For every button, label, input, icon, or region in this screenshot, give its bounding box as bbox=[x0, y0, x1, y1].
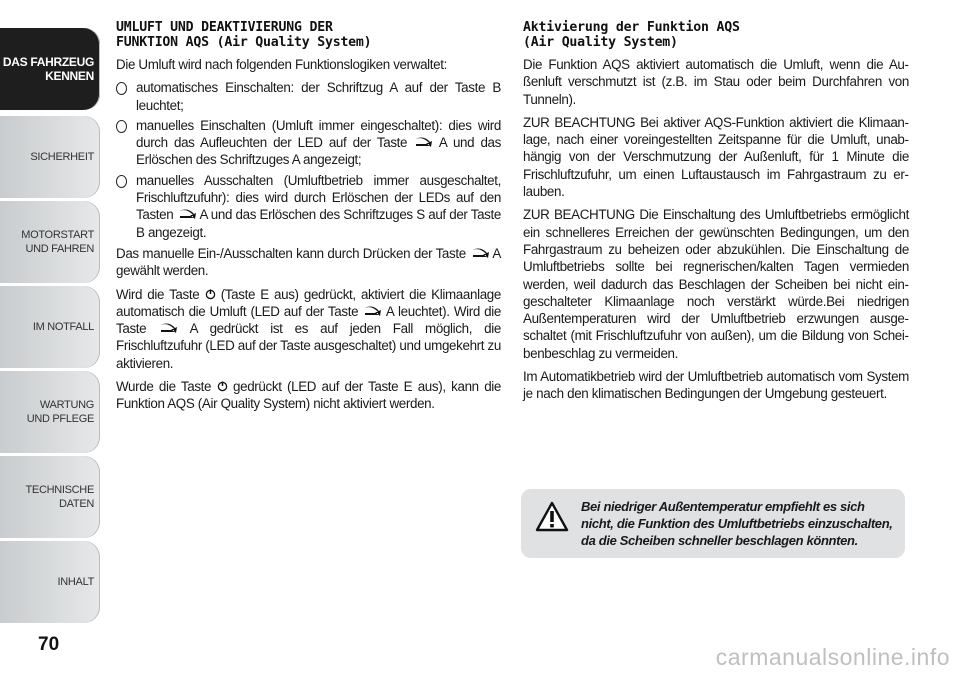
paragraph bbox=[116, 245, 501, 280]
section-heading-umluft bbox=[116, 20, 501, 50]
bullet-circle-icon bbox=[116, 120, 127, 133]
text-span: Wird die Taste bbox=[116, 286, 200, 302]
warning-triangle-icon bbox=[535, 501, 569, 533]
tab-inhalt[interactable] bbox=[0, 541, 100, 623]
power-icon bbox=[217, 380, 228, 392]
heading-line: FUNKTION AQS (Air Quality System) bbox=[116, 35, 372, 50]
heading-line: UMLUFT UND DEAKTIVIERUNG DER bbox=[116, 20, 333, 35]
tab-motorstart-und-fahren[interactable] bbox=[0, 201, 100, 283]
right-column bbox=[523, 20, 909, 409]
section-heading-aqs bbox=[523, 20, 909, 50]
recirculation-icon bbox=[177, 209, 197, 220]
text-span: Das manuelle Ein-/Ausschalten kann durch Drücken der Taste bbox=[116, 245, 466, 261]
tab-im-notfall[interactable] bbox=[0, 286, 100, 368]
tab-das-fahrzeug-kennen[interactable] bbox=[0, 28, 100, 110]
tab-label: INHALT bbox=[57, 576, 94, 588]
list-item-text: automatisches Einschalten: der Schriftzug A auf der Taste B leuchtet; bbox=[136, 80, 501, 113]
watermark: carmanualsonline.info bbox=[715, 644, 950, 670]
paragraph bbox=[116, 378, 501, 413]
recirculation-icon bbox=[413, 137, 433, 148]
tab-label: WARTUNG UND PFLEGE bbox=[26, 399, 94, 425]
recirculation-icon bbox=[470, 248, 490, 259]
paragraph: ZUR BEACHTUNG Bei aktiver AQS-Funktion aktiviert die Klimaanlage, nach einer voreingestellten Zeitspanne für die Umluft, unabhängig von der Verschmutzung der Außenluft, für 1 Minute die Frischluftzufuhr, um einen Luftaustausch im Fahrgastraum zu erlauben. bbox=[523, 114, 909, 200]
list-item-text: manuelles Einschalten (Umluft immer eingeschaltet): dies wird durch das Aufleuchten der LED auf der Taste bbox=[136, 117, 501, 151]
page-number: 70 bbox=[38, 634, 60, 655]
tab-label: IM NOTFALL bbox=[32, 321, 94, 333]
list-item bbox=[116, 117, 501, 169]
warning-text: Bei niedriger Außentemperatur empfiehlt es sich nicht, die Funktion des Umluftbetriebs einzuschalten, da die Scheiben schneller beschlagen könnten. bbox=[581, 499, 893, 548]
text-span: (Taste E aus) gedrückt, aktiviert die Klimaanlage automatisch die Umluft (LED auf der Taste bbox=[116, 286, 501, 319]
tab-label: MOTORSTART UND FAHREN bbox=[21, 229, 94, 255]
paragraph bbox=[116, 286, 501, 372]
paragraph: Die Umluft wird nach folgenden Funktionslogiken verwaltet: bbox=[116, 57, 448, 72]
tab-wartung-und-pflege[interactable] bbox=[0, 371, 100, 453]
tab-label: TECHNISCHE DATEN bbox=[25, 484, 94, 510]
heading-line: Aktivierung der Funktion AQS bbox=[523, 20, 740, 35]
tab-label: DAS FAHRZEUG KENNEN bbox=[2, 55, 94, 83]
bullet-list bbox=[116, 79, 501, 241]
tab-sicherheit[interactable] bbox=[0, 116, 100, 198]
text-span: gedrückt (LED auf der Taste E aus), kann die Funktion AQS (Air Quality System) nicht aktiviert werden. bbox=[116, 379, 502, 412]
tab-label: SICHERHEIT bbox=[30, 151, 94, 163]
text-span: A gedrückt ist es auf jeden Fall möglich, die Frischluftzufuhr (LED auf der Taste ausgeschaltet) und umgekehrt zu aktivieren. bbox=[116, 321, 501, 371]
paragraph: Die Funktion AQS aktiviert automatisch die Umluft, wenn die Außenluft verschmutzt ist (z.B. im Stau oder beim Durchfahren von Tunneln). bbox=[523, 57, 909, 107]
text-span: Wurde die Taste bbox=[116, 379, 212, 395]
bullet-circle-icon bbox=[116, 82, 127, 95]
list-item bbox=[116, 79, 501, 114]
heading-line: (Air Quality System) bbox=[523, 35, 678, 50]
recirculation-icon bbox=[362, 306, 382, 317]
recirculation-icon bbox=[158, 323, 178, 334]
text-span: A gewählt werden. bbox=[116, 245, 502, 279]
text-span: A leuchtet). Wird die Taste bbox=[116, 303, 501, 337]
list-item-text: A und das Erlöschen des Schriftzuges S auf der Taste B angezeigt. bbox=[136, 207, 501, 240]
list-item-text: manuelles Ausschalten (Umluftbetrieb immer ausgeschaltet, Frischluftzufuhr): dies wird durch Erlöschen der LEDs auf den Tasten bbox=[136, 172, 501, 223]
left-column bbox=[116, 20, 501, 419]
tab-technische-daten[interactable] bbox=[0, 456, 100, 538]
list-item-text: A und das Erlöschen des Schriftzuges A angezeigt; bbox=[136, 135, 501, 168]
list-item bbox=[116, 172, 501, 241]
warning-note bbox=[521, 489, 905, 558]
bullet-circle-icon bbox=[116, 175, 127, 188]
power-icon bbox=[205, 288, 216, 300]
paragraph: Im Automatikbetrieb wird der Umluftbetrieb automatisch vom System je nach den klimatischen Bedingungen der Umgebung gesteuert. bbox=[523, 369, 909, 402]
paragraph: ZUR BEACHTUNG Die Einschaltung des Umluftbetriebs ermöglicht ein schnelleres Erreichen der gewünschten Bedingungen, um den Fahrgastraum zu beheizen oder abzukühlen. Die Einschaltung de Umluftbetriebs sollte bei regnerischen/kalten Tagen vermieden werden, weil dadurch das Beschlagen der Scheiben bei nicht eingeschalteter Klimaanlage noch verstärkt würde.Bei niedrigen Außentemperaturen wird der Umluftbetrieb erzwungen ausgeschaltet (mit Frischluftzufuhr von außen), um die Bildung von Scheibenbeschlag zu vermeiden. bbox=[523, 207, 909, 361]
